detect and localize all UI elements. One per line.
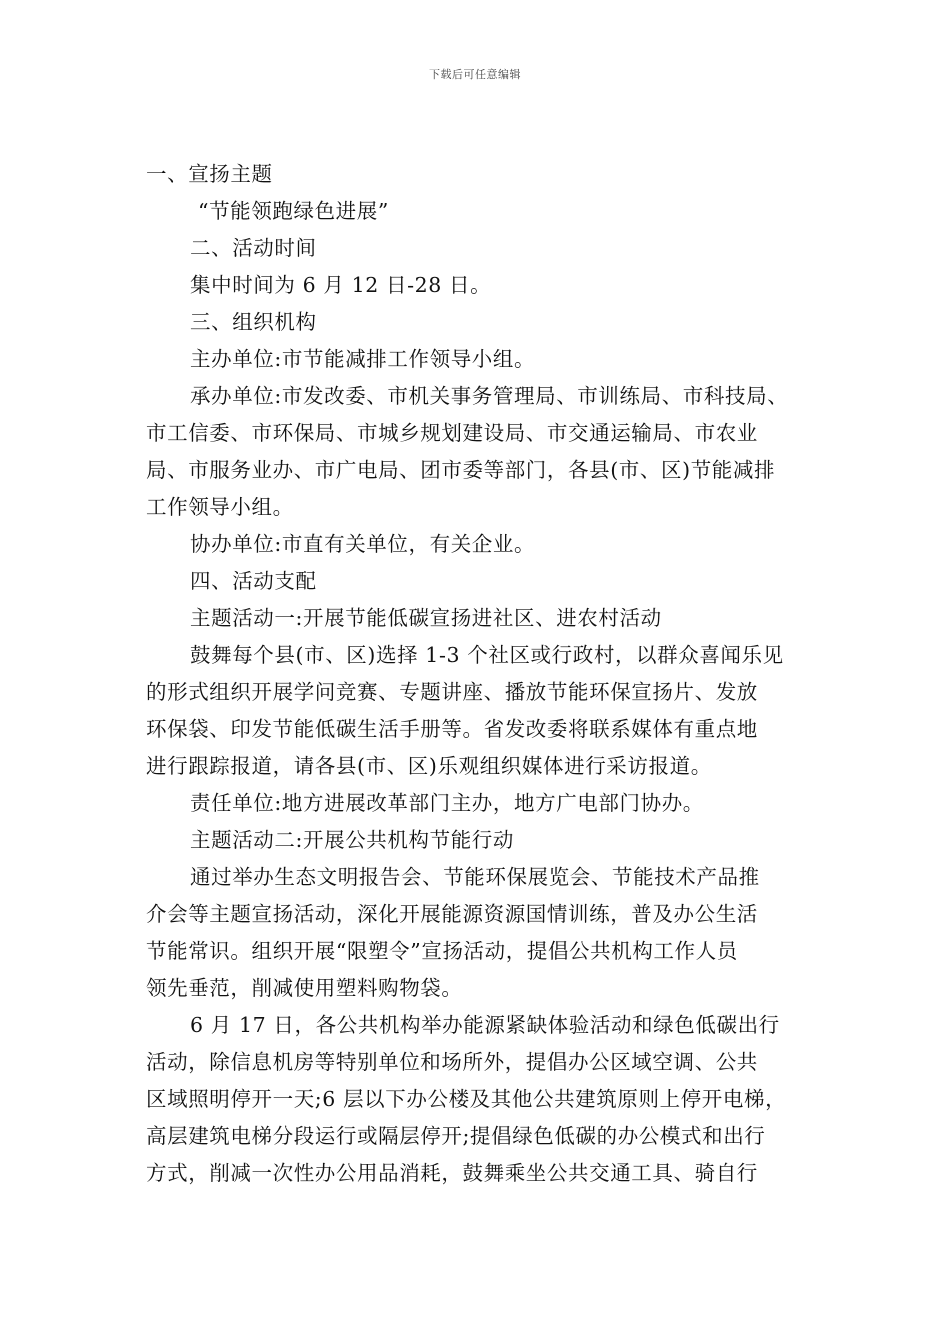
paragraph-line: 高层建筑电梯分段运行或隔层停开;提倡绿色低碳的办公模式和出行 bbox=[146, 1124, 766, 1148]
paragraph-line: 进行跟踪报道，请各县(市、区)乐观组织媒体进行采访报道。 bbox=[146, 754, 712, 778]
document-body bbox=[146, 156, 814, 1192]
section-heading-organization: 三、组织机构 bbox=[190, 310, 317, 334]
paragraph-line: 区域照明停开一天;6 层以下办公楼及其他公共建筑原则上停开电梯， bbox=[146, 1087, 787, 1111]
header-note: 下载后可任意编辑 bbox=[429, 68, 521, 81]
paragraph-line: 责任单位:地方进展改革部门主办，地方广电部门协办。 bbox=[190, 791, 704, 815]
paragraph-line: 的形式组织开展学问竞赛、专题讲座、播放节能环保宣扬片、发放 bbox=[146, 680, 758, 704]
theme-slogan: “节能领跑绿色进展” bbox=[198, 199, 389, 223]
paragraph-line: 领先垂范，削减使用塑料购物袋。 bbox=[146, 976, 463, 1000]
paragraph-line: 活动，除信息机房等特别单位和场所外，提倡办公区域空调、公共 bbox=[146, 1050, 758, 1074]
paragraph-line: 局、市服务业办、市广电局、团市委等部门，各县(市、区)节能减排 bbox=[146, 458, 776, 482]
paragraph-line: 方式，削减一次性办公用品消耗，鼓舞乘坐公共交通工具、骑自行 bbox=[146, 1161, 758, 1185]
activity-heading: 主题活动一:开展节能低碳宣扬进社区、进农村活动 bbox=[190, 606, 662, 630]
section-heading-arrangement: 四、活动支配 bbox=[190, 569, 317, 593]
paragraph-line: 协办单位:市直有关单位，有关企业。 bbox=[190, 532, 536, 556]
paragraph-line: 介会等主题宣扬活动，深化开展能源资源国情训练，普及办公生活 bbox=[146, 902, 758, 926]
paragraph-line: 工作领导小组。 bbox=[146, 495, 294, 519]
paragraph-line: 环保袋、印发节能低碳生活手册等。省发改委将联系媒体有重点地 bbox=[146, 717, 758, 741]
paragraph-line: 承办单位:市发改委、市机关事务管理局、市训练局、市科技局、 bbox=[190, 384, 789, 408]
section-heading-time: 二、活动时间 bbox=[190, 236, 317, 260]
paragraph-line: 6 月 17 日，各公共机构举办能源紧缺体验活动和绿色低碳出行 bbox=[190, 1013, 780, 1037]
paragraph-line: 市工信委、市环保局、市城乡规划建设局、市交通运输局、市农业 bbox=[146, 421, 758, 445]
paragraph-line: 集中时间为 6 月 12 日-28 日。 bbox=[190, 273, 492, 297]
paragraph-line: 通过举办生态文明报告会、节能环保展览会、节能技术产品推 bbox=[190, 865, 760, 889]
paragraph-line: 主办单位:市节能减排工作领导小组。 bbox=[190, 347, 536, 371]
section-heading-theme: 一、宣扬主题 bbox=[146, 162, 273, 186]
paragraph-line: 节能常识。组织开展“限塑令”宣扬活动，提倡公共机构工作人员 bbox=[146, 939, 738, 963]
activity-heading: 主题活动二:开展公共机构节能行动 bbox=[190, 828, 515, 852]
paragraph-line: 鼓舞每个县(市、区)选择 1-3 个社区或行政村，以群众喜闻乐见 bbox=[190, 643, 784, 667]
